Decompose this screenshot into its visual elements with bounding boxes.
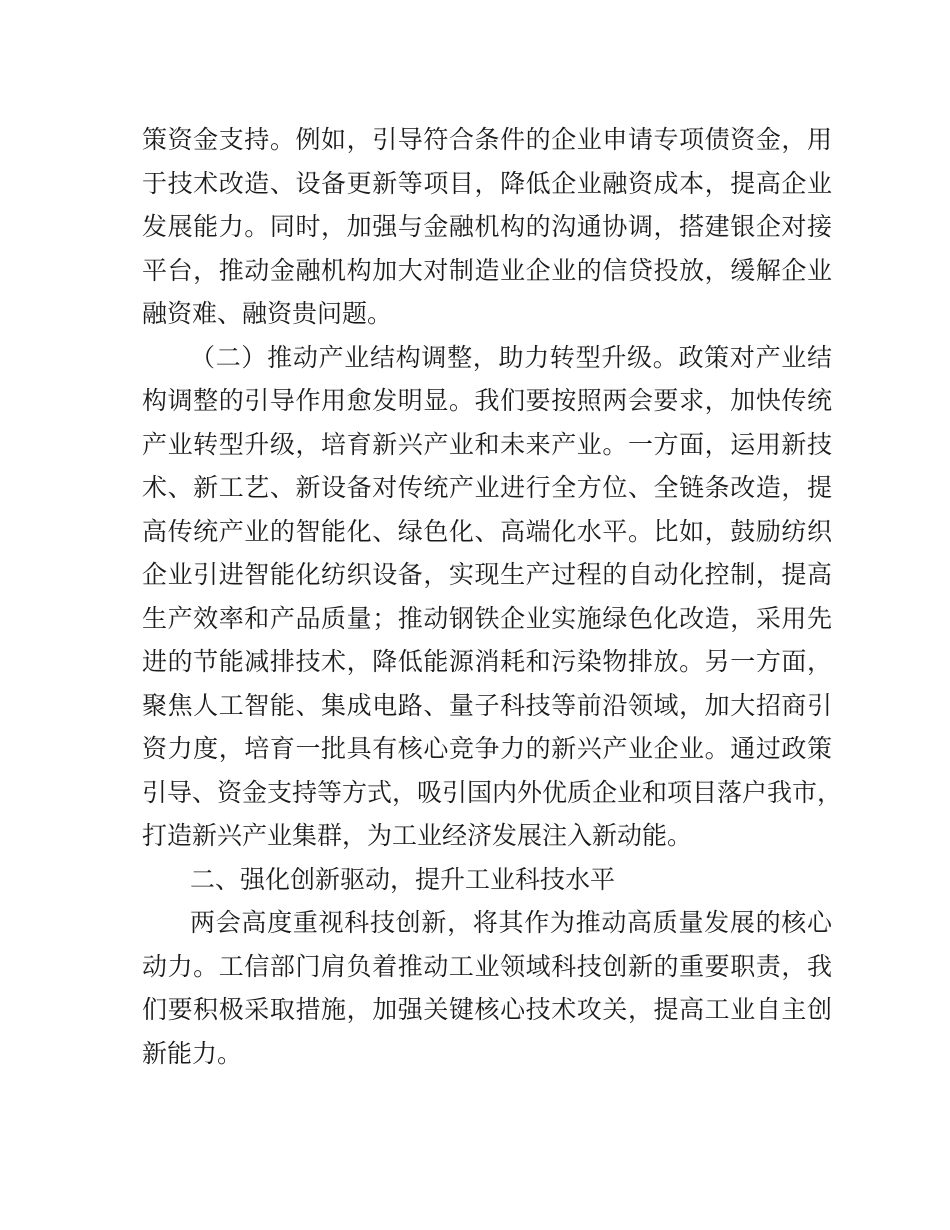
text-line: 术、新工艺、新设备对传统产业进行全方位、全链条改造，提: [142, 473, 832, 502]
text-line: 们要积极采取措施，加强关键核心技术攻关，提高工业自主创: [142, 995, 832, 1024]
text-line: 产业转型升级，培育新兴产业和未来产业。一方面，运用新技: [142, 429, 832, 459]
text-line: 动力。工信部门肩负着推动工业领域科技创新的重要职责，我: [142, 951, 832, 981]
text-line: 引导、资金支持等方式，吸引国内外优质企业和项目落户我市，: [142, 777, 843, 807]
text-line: （二）推动产业结构调整，助力转型升级。政策对产业结: [190, 342, 832, 372]
text-line: 打造新兴产业集群，为工业经济发展注入新动能。: [142, 821, 693, 850]
text-line: 融资难、融资贵问题。: [142, 299, 393, 328]
text-line: 策资金支持。例如，引导符合条件的企业申请专项债资金，用: [142, 125, 832, 154]
text-line: 发展能力。同时，加强与金融机构的沟通协调，搭建银企对接: [142, 212, 832, 241]
text-line: 企业引进智能化纺织设备，实现生产过程的自动化控制，提高: [142, 560, 832, 589]
body-text: [142, 118, 843, 1075]
text-line: 生产效率和产品质量；推动钢铁企业实施绿色化改造，采用先: [142, 603, 832, 633]
text-line: 进的节能减排技术，降低能源消耗和污染物排放。另一方面，: [142, 647, 832, 676]
section-heading-text: 二、强化创新驱动，提升工业科技水平: [190, 864, 616, 894]
text-line: 高传统产业的智能化、绿色化、高端化水平。比如，鼓励纺织: [142, 516, 832, 546]
text-line: 新能力。: [142, 1038, 243, 1068]
text-line: 平台，推动金融机构加大对制造业企业的信贷投放，缓解企业: [142, 255, 832, 285]
paragraph-tech-innovation: [142, 901, 832, 1075]
text-line: 于技术改造、设备更新等项目，降低企业融资成本，提高企业: [142, 168, 832, 198]
text-line: 聚焦人工智能、集成电路、量子科技等前沿领域，加大招商引: [142, 690, 832, 720]
paragraph-industrial-restructuring: [142, 336, 843, 858]
text-line: 两会高度重视科技创新，将其作为推动高质量发展的核心: [190, 908, 832, 937]
section-heading-innovation: [142, 858, 832, 902]
text-line: 资力度，培育一批具有核心竞争力的新兴产业企业。通过政策: [142, 734, 832, 763]
paragraph-financing-support: [142, 118, 832, 336]
text-line: 构调整的引导作用愈发明显。我们要按照两会要求，加快传统: [142, 386, 832, 415]
